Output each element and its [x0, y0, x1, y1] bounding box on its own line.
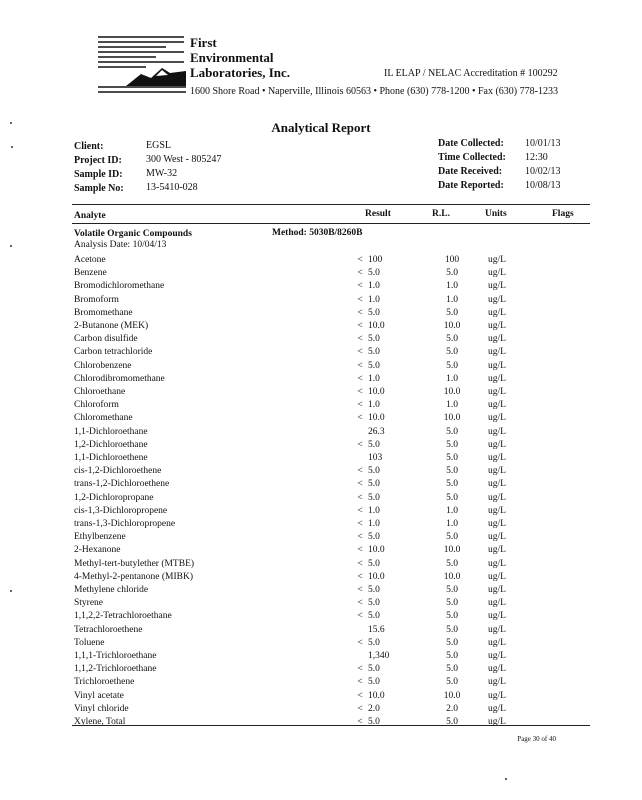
rl-cell: 1.0: [446, 505, 458, 516]
result-cell: 10.0: [368, 690, 385, 701]
result-cell: 1.0: [368, 281, 380, 292]
qualifier-cell: <: [357, 387, 363, 397]
analyte-cell: 1,1,2-Trichloroethane: [74, 664, 157, 675]
table-row: [0, 294, 642, 307]
result-cell: 5.0: [368, 347, 380, 358]
table-row: [0, 571, 642, 584]
section-title: Volatile Organic Compounds: [74, 229, 192, 239]
units-cell: ug/L: [488, 545, 506, 556]
units-cell: ug/L: [488, 347, 506, 358]
date-received-label: Date Received:: [438, 166, 503, 177]
qualifier-cell: <: [357, 479, 363, 490]
result-cell: 1.0: [368, 400, 380, 411]
table-row: [0, 426, 642, 439]
table-row: [0, 663, 642, 676]
units-cell: ug/L: [488, 334, 506, 345]
qualifier-cell: <: [357, 571, 363, 582]
units-cell: ug/L: [488, 664, 506, 675]
table-row: [0, 676, 642, 689]
units-cell: ug/L: [488, 439, 506, 450]
table-row: [0, 373, 642, 386]
units-cell: ug/L: [488, 479, 506, 490]
result-cell: 1.0: [368, 505, 380, 516]
rl-cell: 10.0: [443, 321, 461, 331]
rl-cell: 5.0: [446, 426, 458, 437]
sample-no-label: Sample No:: [74, 183, 124, 194]
units-cell: ug/L: [488, 466, 506, 477]
analyte-cell: Vinyl chloride: [74, 703, 129, 714]
rl-cell: 2.0: [446, 703, 458, 714]
analyte-cell: Acetone: [74, 255, 106, 265]
rl-cell: 1.0: [446, 294, 458, 305]
table-row: [0, 505, 642, 518]
scan-speck: [10, 122, 12, 124]
analyte-cell: Chlorodibromomethane: [74, 373, 165, 384]
qualifier-cell: <: [357, 373, 363, 384]
units-cell: ug/L: [488, 611, 506, 622]
units-cell: ug/L: [488, 373, 506, 384]
result-cell: 5.0: [368, 268, 380, 279]
analyte-cell: Carbon tetrachloride: [74, 347, 153, 358]
col-units: Units: [485, 209, 507, 219]
analysis-date: Analysis Date: 10/04/13: [74, 240, 167, 250]
qualifier-cell: <: [357, 400, 363, 411]
table-row: [0, 716, 642, 729]
rl-cell: 5.0: [446, 466, 458, 477]
rl-cell: 5.0: [446, 479, 458, 490]
time-collected-label: Time Collected:: [438, 152, 506, 163]
analyte-cell: Vinyl acetate: [74, 690, 124, 701]
lab-logo: [96, 34, 188, 100]
result-cell: 5.0: [368, 479, 380, 490]
rl-cell: 5.0: [446, 532, 458, 543]
result-cell: 5.0: [368, 558, 380, 569]
date-reported-label: Date Reported:: [438, 180, 504, 191]
analyte-cell: Methyl-tert-butylether (MTBE): [74, 558, 195, 569]
analyte-cell: Trichloroethene: [74, 677, 135, 688]
table-row: [0, 465, 642, 478]
result-cell: 1.0: [368, 519, 380, 529]
rl-cell: 5.0: [446, 307, 458, 318]
analyte-cell: 2-Hexanone: [74, 545, 121, 556]
units-cell: ug/L: [488, 677, 506, 688]
sample-id-label: Sample ID:: [74, 169, 123, 180]
qualifier-cell: <: [357, 664, 363, 675]
table-row: [0, 399, 642, 412]
rl-cell: 1.0: [446, 373, 458, 384]
analyte-cell: 1,1,1-Trichloroethane: [74, 651, 157, 661]
analyte-cell: Bromoform: [74, 294, 119, 305]
units-cell: ug/L: [488, 321, 506, 331]
analyte-cell: 1,1-Dichloroethene: [74, 453, 148, 463]
table-row: [0, 280, 642, 293]
rl-cell: 5.0: [446, 347, 458, 358]
rl-cell: 100: [444, 255, 460, 265]
analyte-cell: 1,1-Dichloroethane: [74, 426, 148, 437]
report-title: Analytical Report: [271, 120, 371, 135]
analyte-cell: 4-Methyl-2-pentanone (MIBK): [74, 571, 193, 582]
analyte-cell: Benzene: [74, 268, 107, 279]
date-collected-label: Date Collected:: [438, 138, 504, 149]
rl-cell: 5.0: [446, 611, 458, 622]
table-row: [0, 386, 642, 399]
qualifier-cell: <: [357, 466, 363, 477]
qualifier-cell: <: [357, 281, 363, 292]
units-cell: ug/L: [488, 651, 506, 661]
table-row: [0, 690, 642, 703]
rl-cell: 5.0: [446, 637, 458, 648]
result-cell: 10.0: [368, 321, 385, 331]
analyte-cell: trans-1,2-Dichloroethene: [74, 479, 170, 490]
analyte-cell: 1,2-Dichloropropane: [74, 492, 154, 503]
units-cell: ug/L: [488, 558, 506, 569]
qualifier-cell: <: [357, 505, 363, 516]
header-top-rule: [72, 204, 590, 205]
qualifier-cell: <: [357, 347, 363, 358]
col-result: Result: [365, 209, 391, 219]
qualifier-cell: <: [357, 360, 363, 371]
result-cell: 5.0: [368, 466, 380, 477]
date-received-value: 10/02/13: [525, 166, 561, 177]
result-cell: 5.0: [368, 637, 380, 648]
result-cell: 1.0: [368, 373, 380, 384]
result-cell: 5.0: [368, 307, 380, 318]
result-cell: 5.0: [368, 664, 380, 675]
table-row: [0, 360, 642, 373]
result-cell: 5.0: [368, 611, 380, 622]
table-row: [0, 624, 642, 637]
result-cell: 15.6: [368, 624, 385, 635]
result-cell: 5.0: [368, 360, 380, 371]
rl-cell: 5.0: [446, 598, 458, 609]
rl-cell: 1.0: [446, 519, 458, 529]
units-cell: ug/L: [488, 598, 506, 609]
units-cell: ug/L: [488, 703, 506, 714]
qualifier-cell: <: [357, 492, 363, 503]
rl-cell: 1.0: [446, 400, 458, 411]
units-cell: ug/L: [488, 717, 506, 727]
scan-speck: [10, 245, 12, 247]
units-cell: ug/L: [488, 585, 506, 595]
sample-id-value: MW-32: [146, 168, 178, 179]
table-row: [0, 637, 642, 650]
units-cell: ug/L: [488, 426, 506, 437]
table-row: [0, 610, 642, 623]
analyte-cell: Tetrachloroethene: [74, 624, 143, 635]
units-cell: ug/L: [488, 492, 506, 503]
result-cell: 5.0: [368, 677, 380, 688]
date-reported-value: 10/08/13: [525, 180, 561, 191]
qualifier-cell: <: [357, 677, 363, 688]
units-cell: ug/L: [488, 255, 506, 265]
qualifier-cell: <: [357, 255, 363, 265]
page-number: Page 30 of 40: [517, 735, 556, 743]
rl-cell: 10.0: [443, 545, 461, 556]
date-collected-value: 10/01/13: [525, 138, 561, 149]
units-cell: ug/L: [488, 505, 506, 516]
table-row: [0, 478, 642, 491]
table-bottom-rule: [72, 725, 590, 726]
lab-name-line-1: First: [190, 35, 217, 50]
sample-no-value: 13-5410-028: [146, 182, 198, 193]
result-cell: 5.0: [368, 598, 380, 609]
analyte-cell: Chlorobenzene: [74, 360, 132, 371]
units-cell: ug/L: [488, 400, 506, 411]
rl-cell: 1.0: [446, 281, 458, 292]
units-cell: ug/L: [488, 571, 506, 582]
analyte-cell: 1,2-Dichloroethane: [74, 439, 148, 450]
qualifier-cell: <: [357, 321, 363, 331]
scan-speck: [11, 146, 13, 148]
result-cell: 10.0: [368, 571, 385, 582]
analyte-cell: Ethylbenzene: [74, 532, 126, 543]
analyte-cell: 1,1,2,2-Tetrachloroethane: [74, 611, 172, 622]
table-row: [0, 531, 642, 544]
rl-cell: 5.0: [446, 558, 458, 569]
table-row: [0, 333, 642, 346]
result-cell: 1.0: [368, 294, 380, 305]
rl-cell: 10.0: [443, 571, 461, 582]
qualifier-cell: <: [357, 294, 363, 305]
units-cell: ug/L: [488, 268, 506, 279]
table-row: [0, 650, 642, 663]
table-row: [0, 412, 642, 425]
qualifier-cell: <: [357, 519, 363, 529]
result-cell: 100: [368, 255, 383, 265]
units-cell: ug/L: [488, 453, 506, 463]
rl-cell: 10.0: [443, 413, 461, 424]
rl-cell: 10.0: [443, 690, 461, 701]
time-collected-value: 12:30: [525, 152, 548, 163]
units-cell: ug/L: [488, 281, 506, 292]
result-cell: 1,340: [368, 651, 390, 661]
lab-name-line-3: Laboratories, Inc.: [190, 65, 291, 80]
col-flags: Flags: [552, 209, 574, 219]
table-row: [0, 703, 642, 716]
rl-cell: 5.0: [446, 439, 458, 450]
rl-cell: 5.0: [446, 453, 458, 463]
units-cell: ug/L: [488, 413, 506, 424]
analyte-cell: Styrene: [74, 598, 104, 609]
rl-cell: 5.0: [446, 585, 458, 595]
units-cell: ug/L: [488, 519, 506, 529]
rl-cell: 5.0: [446, 334, 458, 345]
result-cell: 5.0: [368, 532, 380, 543]
table-row: [0, 558, 642, 571]
qualifier-cell: <: [357, 413, 363, 424]
table-row: [0, 320, 642, 333]
units-cell: ug/L: [488, 294, 506, 305]
accreditation-text: IL ELAP / NELAC Accreditation # 100292: [384, 68, 558, 79]
units-cell: ug/L: [488, 637, 506, 648]
result-cell: 103: [368, 453, 383, 463]
table-row: [0, 544, 642, 557]
rl-cell: 5.0: [446, 360, 458, 371]
rl-cell: 5.0: [446, 651, 458, 661]
qualifier-cell: <: [357, 532, 363, 543]
lab-name-line-2: Environmental: [190, 50, 274, 65]
col-rl: R.L.: [432, 209, 450, 219]
project-id-label: Project ID:: [74, 155, 122, 166]
table-row: [0, 492, 642, 505]
rl-cell: 5.0: [446, 624, 458, 635]
units-cell: ug/L: [488, 690, 506, 701]
scan-speck: [10, 590, 12, 592]
client-label: Client:: [74, 141, 104, 152]
analyte-cell: Bromomethane: [74, 307, 133, 318]
rl-cell: 5.0: [446, 664, 458, 675]
result-cell: 5.0: [368, 492, 380, 503]
section-method: Method: 5030B/8260B: [272, 228, 363, 238]
scan-speck: [505, 778, 507, 780]
analyte-cell: cis-1,2-Dichloroethene: [74, 466, 162, 477]
rl-cell: 5.0: [446, 677, 458, 688]
analyte-cell: 2-Butanone (MEK): [74, 321, 149, 331]
qualifier-cell: <: [357, 598, 363, 609]
table-row: [0, 307, 642, 320]
qualifier-cell: <: [357, 690, 363, 701]
result-cell: 5.0: [368, 334, 380, 345]
table-row: [0, 346, 642, 359]
result-cell: 5.0: [368, 439, 380, 450]
analyte-cell: Bromodichloromethane: [74, 281, 165, 292]
qualifier-cell: <: [357, 611, 363, 622]
qualifier-cell: <: [357, 558, 363, 569]
analyte-cell: Chloroform: [74, 400, 119, 411]
qualifier-cell: <: [357, 717, 363, 727]
units-cell: ug/L: [488, 360, 506, 371]
result-cell: 26.3: [368, 426, 385, 437]
qualifier-cell: <: [357, 637, 363, 648]
analyte-cell: Toluene: [74, 637, 105, 648]
table-row: [0, 254, 642, 267]
rl-cell: 5.0: [446, 492, 458, 503]
header-bottom-rule: [72, 223, 590, 224]
col-analyte: Analyte: [74, 211, 106, 221]
units-cell: ug/L: [488, 387, 506, 397]
table-row: [0, 584, 642, 597]
rl-cell: 5.0: [446, 717, 458, 727]
qualifier-cell: <: [357, 268, 363, 279]
analyte-cell: Chloroethane: [74, 387, 126, 397]
result-cell: 10.0: [368, 545, 385, 556]
analyte-cell: Chloromethane: [74, 413, 133, 424]
analyte-cell: Carbon disulfide: [74, 334, 138, 345]
table-row: [0, 597, 642, 610]
qualifier-cell: <: [357, 585, 363, 595]
table-row: [0, 439, 642, 452]
table-row: [0, 267, 642, 280]
result-cell: 5.0: [368, 585, 380, 595]
qualifier-cell: <: [357, 439, 363, 450]
units-cell: ug/L: [488, 532, 506, 543]
result-cell: 5.0: [368, 717, 380, 727]
qualifier-cell: <: [357, 334, 363, 345]
units-cell: ug/L: [488, 624, 506, 635]
result-cell: 10.0: [368, 413, 385, 424]
lab-address: 1600 Shore Road • Naperville, Illinois 60563 • Phone (630) 778-1200 • Fax (630) 778-1233: [190, 86, 558, 97]
analyte-cell: Methylene chloride: [74, 585, 149, 595]
result-cell: 2.0: [368, 703, 380, 714]
analyte-cell: Xylene, Total: [74, 717, 126, 727]
table-row: [0, 518, 642, 531]
project-id-value: 300 West - 805247: [146, 154, 222, 165]
units-cell: ug/L: [488, 307, 506, 318]
qualifier-cell: <: [357, 703, 363, 714]
qualifier-cell: <: [357, 307, 363, 318]
client-value: EGSL: [146, 140, 171, 151]
analyte-cell: cis-1,3-Dichloropropene: [74, 505, 168, 516]
rl-cell: 10.0: [443, 387, 461, 397]
analyte-cell: trans-1,3-Dichloropropene: [74, 519, 176, 529]
result-cell: 10.0: [368, 387, 385, 397]
qualifier-cell: <: [357, 545, 363, 556]
table-row: [0, 452, 642, 465]
rl-cell: 5.0: [446, 268, 458, 279]
